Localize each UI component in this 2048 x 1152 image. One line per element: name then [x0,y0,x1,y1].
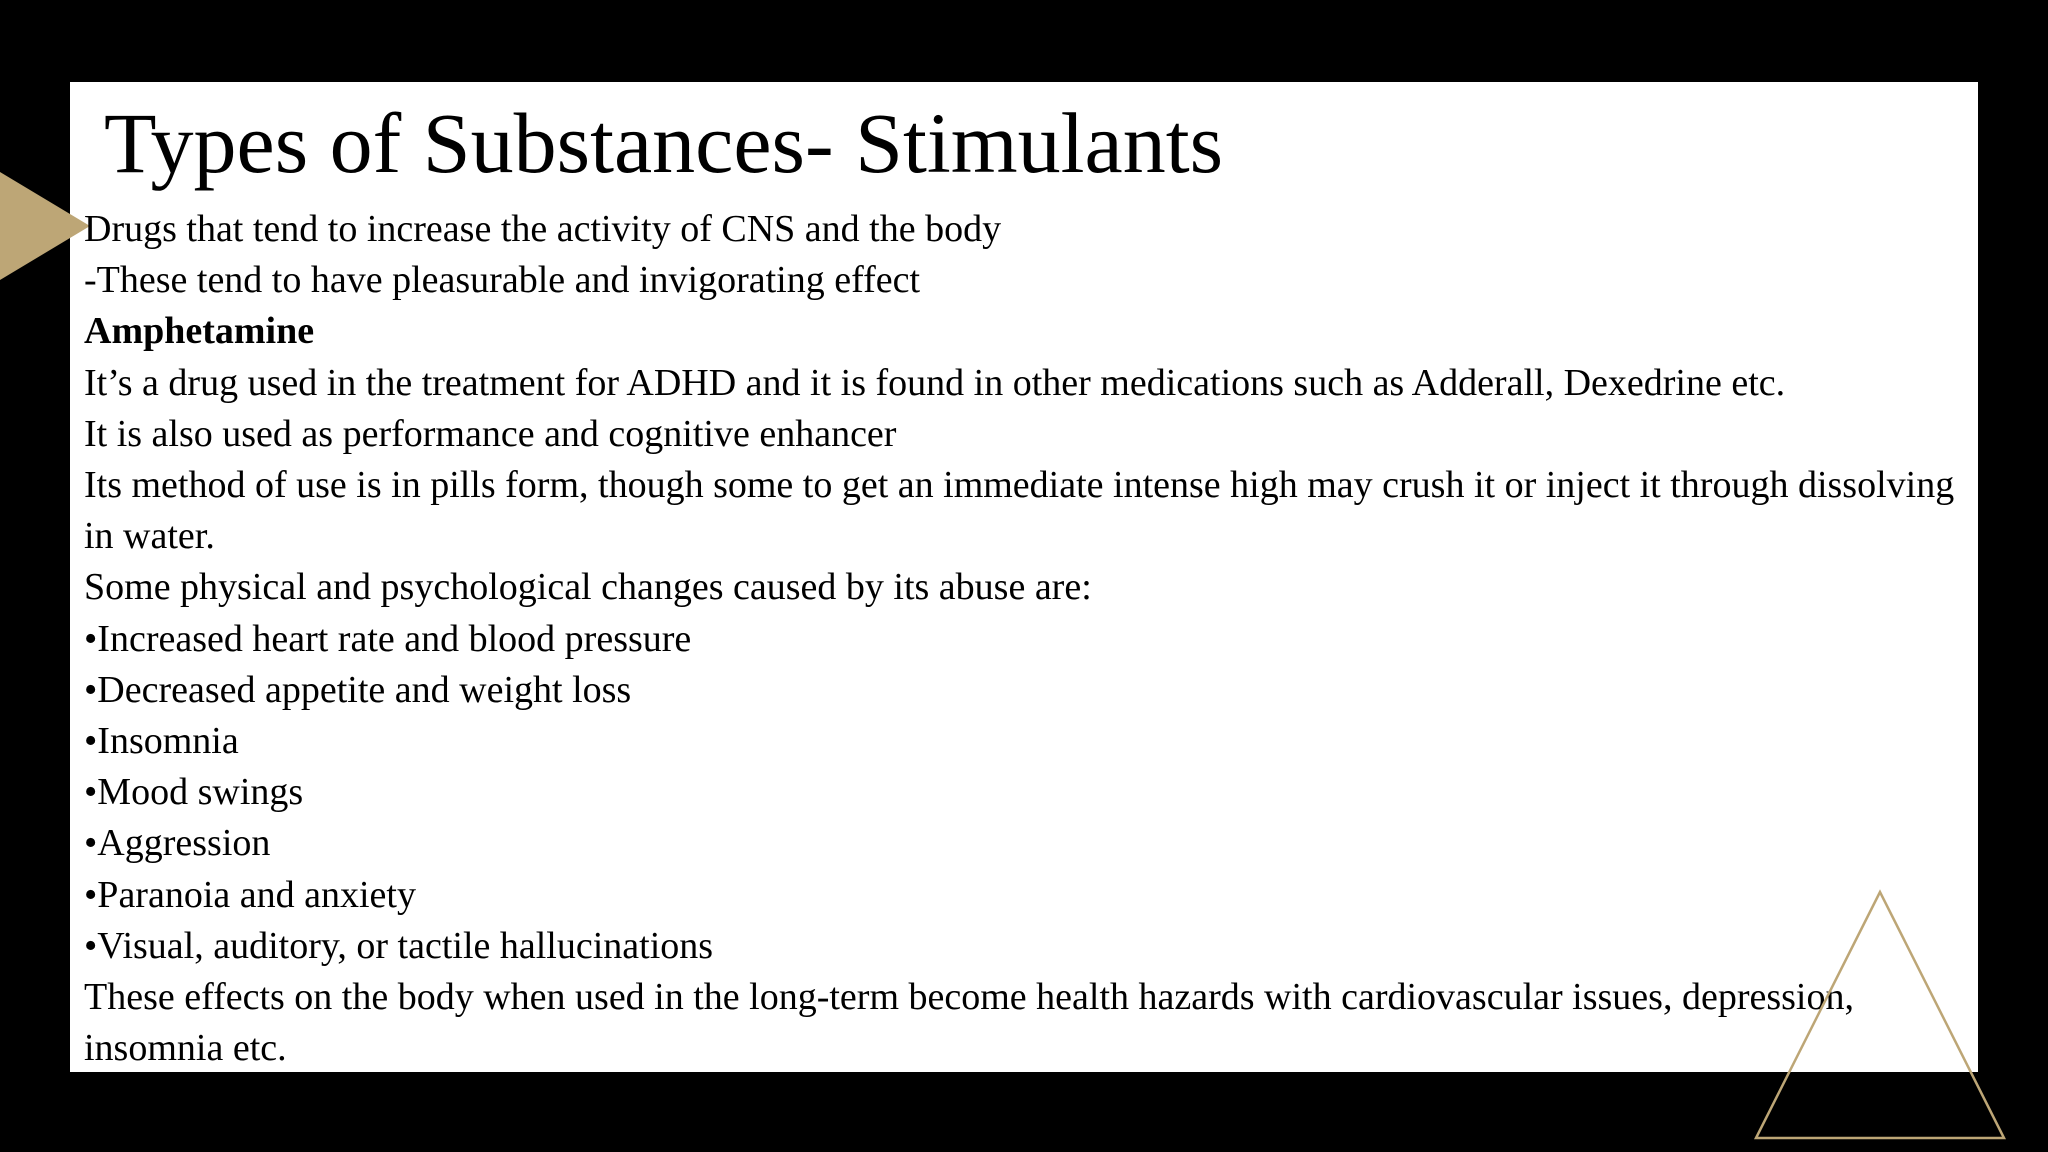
gold-triangle-arrow-icon [0,172,90,280]
amphetamine-heading: Amphetamine [84,310,315,353]
bullet-item: •Visual, auditory, or tactile hallucinations [84,924,714,967]
enhancer-line: It is also used as performance and cognitive enhancer [84,412,897,455]
slide-body [84,204,1972,1074]
bullet-item: •Insomnia [84,720,239,763]
intro-line: Drugs that tend to increase the activity of CNS and the body [84,208,1002,250]
treatment-line: It’s a drug used in the treatment for ADHD and it is found in other medications such as Adderall, Dexedrine etc. [84,361,1786,404]
changes-intro-line: Some physical and psychological changes caused by its abuse are: [84,566,1092,609]
bullet-item: •Paranoia and anxiety [84,873,416,916]
effect-line: -These tend to have pleasurable and invigorating effect [84,259,921,302]
outline-triangle-icon [1752,888,2008,1144]
bullet-item: •Increased heart rate and blood pressure [84,617,692,660]
method-line: Its method of use is in pills form, though some to get an immediate intense high may crush it or inject it through dissolving in water. [84,464,1955,558]
slide-title: Types of Substances- Stimulants [104,95,1224,191]
bullet-item: •Aggression [84,822,271,865]
bullet-item: •Mood swings [84,771,304,814]
conclusion-line: These effects on the body when used in the long-term become health hazards with cardiovascular issues, depression, insomnia etc. [84,976,1854,1070]
bullet-item: •Decreased appetite and weight loss [84,668,632,711]
